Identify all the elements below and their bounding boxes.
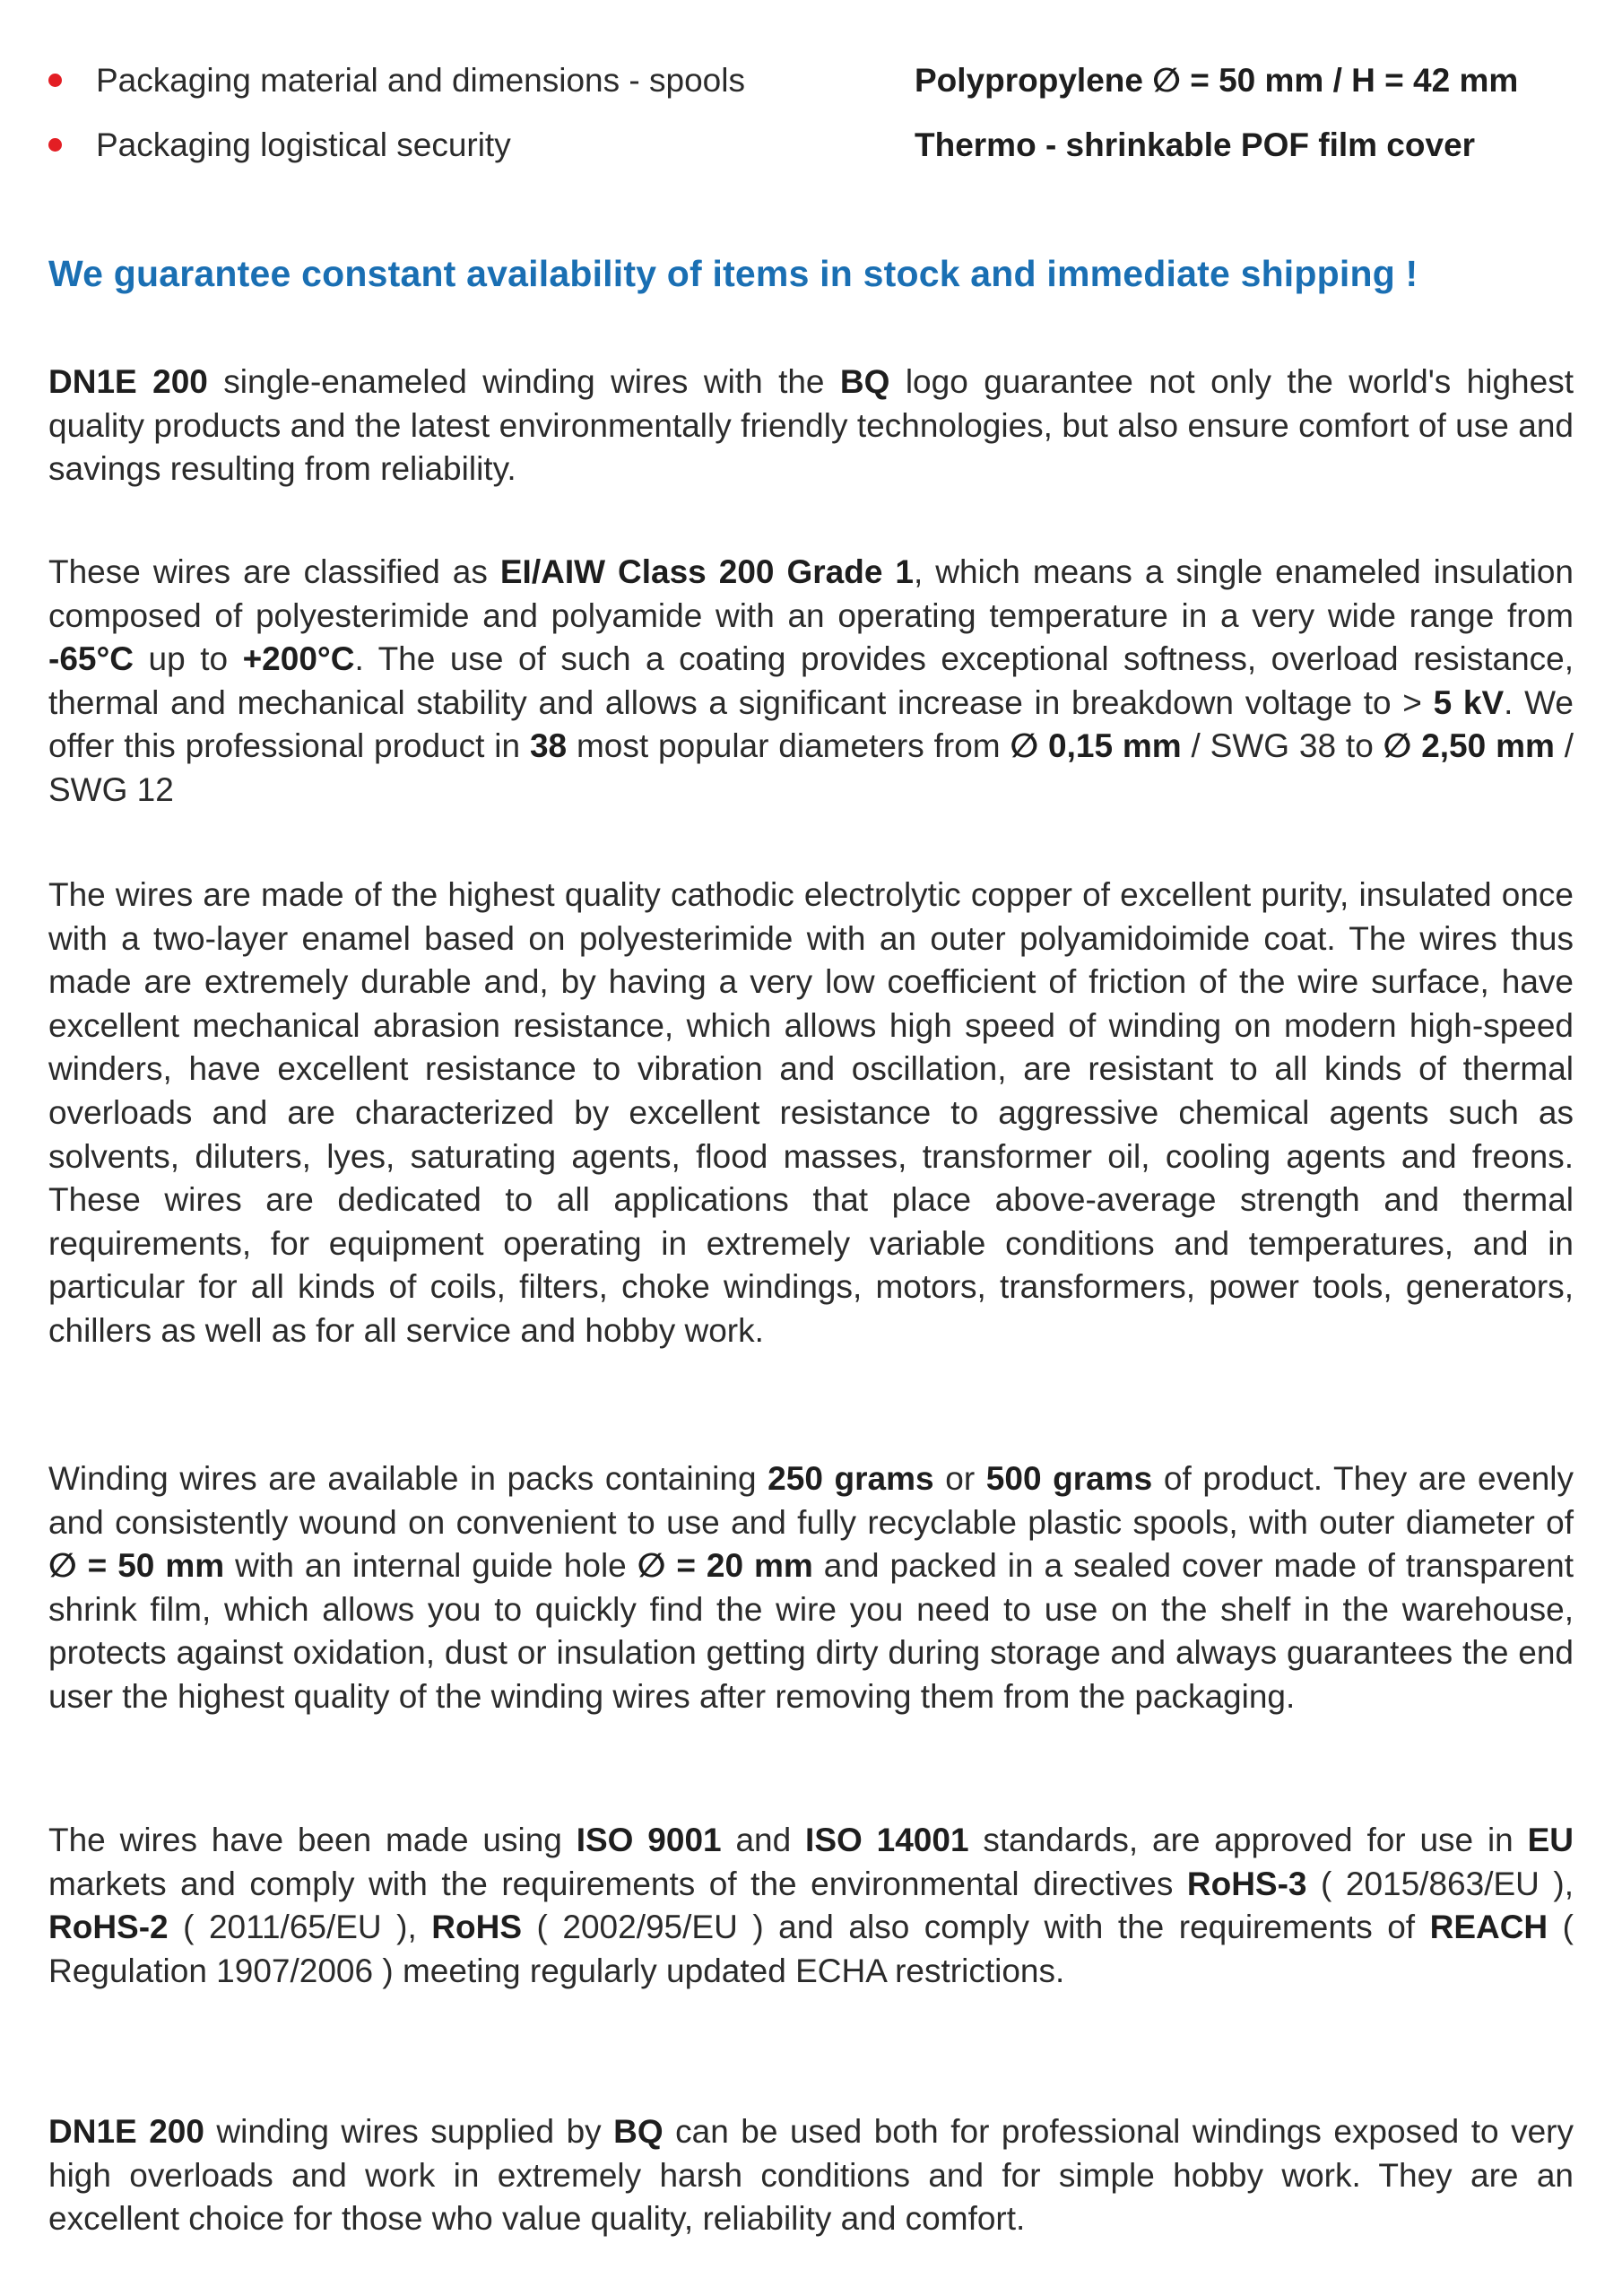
- breakdown-voltage: 5 kV: [1433, 683, 1505, 721]
- brand-name: BQ: [613, 2113, 664, 2150]
- diameter-count: 38: [529, 727, 568, 765]
- text-run: The wires have been made using: [48, 1822, 577, 1858]
- spec-row-logistical-security: [48, 118, 1574, 172]
- product-name: DN1E 200: [48, 363, 208, 400]
- text-run: with an internal guide hole: [224, 1547, 638, 1585]
- text-run: / SWG 38 to: [1181, 727, 1383, 765]
- text-run: / SWG 12: [48, 727, 1574, 808]
- paragraph-summary: [48, 2110, 1574, 2241]
- outer-diameter: ∅ = 50 mm: [48, 1547, 225, 1585]
- text-run: . The use of such a coating provides exceptional softness, overload resistance, thermal and mechanical stability and allows a significant increase in breakdown voltage to >: [48, 640, 1574, 721]
- spec-label: Packaging material and dimensions - spools: [96, 62, 745, 99]
- spec-value: Thermo - shrinkable POF film cover: [915, 126, 1476, 163]
- bullet-icon: [48, 74, 62, 87]
- text-run: or: [933, 1460, 986, 1497]
- iso-14001: ISO 14001: [805, 1822, 969, 1858]
- guide-hole-diameter: ∅ = 20 mm: [637, 1547, 813, 1585]
- text-run: , which means a single enameled insulation composed of polyesterimide and polyamide with an operating temperature in a very wide range from: [48, 553, 1574, 634]
- text-run: winding wires supplied by: [204, 2113, 614, 2150]
- text-run: . We offer this professional product in: [48, 683, 1574, 765]
- text-run: of product. They are evenly and consistently wound on convenient to use and fully recyclable plastic spools, with outer diameter of: [48, 1460, 1574, 1541]
- text-run: most popular diameters from: [567, 727, 1010, 765]
- text-run: ( 2011/65/EU ),: [168, 1909, 432, 1946]
- rohs-2: RoHS-2: [48, 1909, 169, 1946]
- paragraph-intro: [48, 361, 1574, 491]
- text-run: These wires are classified as: [48, 553, 500, 590]
- text-run: ( 2002/95/EU ) and also comply with the requirements of: [522, 1909, 1430, 1946]
- reach: REACH: [1429, 1909, 1548, 1946]
- text-run: single-enameled winding wires with the: [207, 363, 840, 400]
- paragraph-standards: [48, 1819, 1574, 1993]
- text-run: ( 2015/863/EU ),: [1306, 1865, 1574, 1902]
- pack-weight-large: 500 grams: [985, 1460, 1153, 1497]
- temp-max: +200°C: [242, 640, 355, 678]
- rohs-3: RoHS-3: [1186, 1865, 1307, 1902]
- spec-row-packaging-material: [48, 54, 1574, 108]
- pack-weight-small: 250 grams: [768, 1460, 934, 1497]
- temp-min: -65°C: [48, 640, 134, 678]
- diameter-min: ∅ 0,15 mm: [1010, 727, 1182, 765]
- availability-headline: We guarantee constant availability of items in stock and immediate shipping !: [48, 253, 1418, 294]
- text-run: and: [721, 1822, 806, 1858]
- text-run: and packed in a sealed cover made of transparent shrink film, which allows you to quickly find the wire you need to use on the shelf in the warehouse, protects against oxidation, dust or insulation getting dirty during storage and always guarantees the end user the highest quality of the winding wires after removing them from the packaging.: [48, 1547, 1574, 1715]
- paragraph-classification: [48, 551, 1574, 813]
- rohs: RoHS: [431, 1909, 523, 1946]
- spec-value: Polypropylene ∅ = 50 mm / H = 42 mm: [915, 62, 1519, 99]
- text-run: Winding wires are available in packs containing: [48, 1460, 768, 1497]
- eu-market: EU: [1527, 1822, 1574, 1858]
- product-name: DN1E 200: [48, 2113, 204, 2150]
- text-run: can be used both for professional windings exposed to very high overloads and work in extremely harsh conditions and for simple hobby work. They are an excellent choice for those who value quality, reliability and comfort.: [48, 2113, 1574, 2238]
- paragraph-packaging: [48, 1457, 1574, 1719]
- paragraph-construction: The wires are made of the highest quality cathodic electrolytic copper of excellent purity, insulated once with a two-layer enamel based on polyesterimide with an outer polyamidoimide coat. The wires thus made are extremely durable and, by having a very low coefficient of friction of the wire surface, have excellent mechanical abrasion resistance, which allows high speed of winding on modern high-speed winders, have excellent resistance to vibration and oscillation, are resistant to all kinds of thermal overloads and are characterized by excellent resistance to aggressive chemical agents such as solvents, diluters, lyes, saturating agents, flood masses, transformer oil, cooling agents and freons. These wires are dedicated to all applications that place above-average strength and thermal requirements, for equipment operating in extremely variable conditions and temperatures, and in particular for all kinds of coils, filters, choke windings, motors, transformers, power tools, generators, chillers as well as for all service and hobby work.: [48, 876, 1574, 1349]
- text-run: logo guarantee not only the world's highest quality products and the latest environmentally friendly technologies, but also ensure comfort of use and savings resulting from reliability.: [48, 363, 1574, 488]
- bullet-icon: [48, 138, 62, 152]
- iso-9001: ISO 9001: [576, 1822, 722, 1858]
- diameter-max: ∅ 2,50 mm: [1383, 727, 1555, 765]
- text-run: up to: [134, 640, 243, 678]
- class-rating: EI/AIW Class 200 Grade 1: [499, 553, 914, 590]
- spec-label: Packaging logistical security: [96, 126, 511, 163]
- text-run: standards, are approved for use in: [968, 1822, 1528, 1858]
- text-run: ( Regulation 1907/2006 ) meeting regularly updated ECHA restrictions.: [48, 1909, 1574, 1989]
- text-run: markets and comply with the requirements of the environmental directives: [48, 1865, 1187, 1902]
- brand-name: BQ: [839, 363, 890, 400]
